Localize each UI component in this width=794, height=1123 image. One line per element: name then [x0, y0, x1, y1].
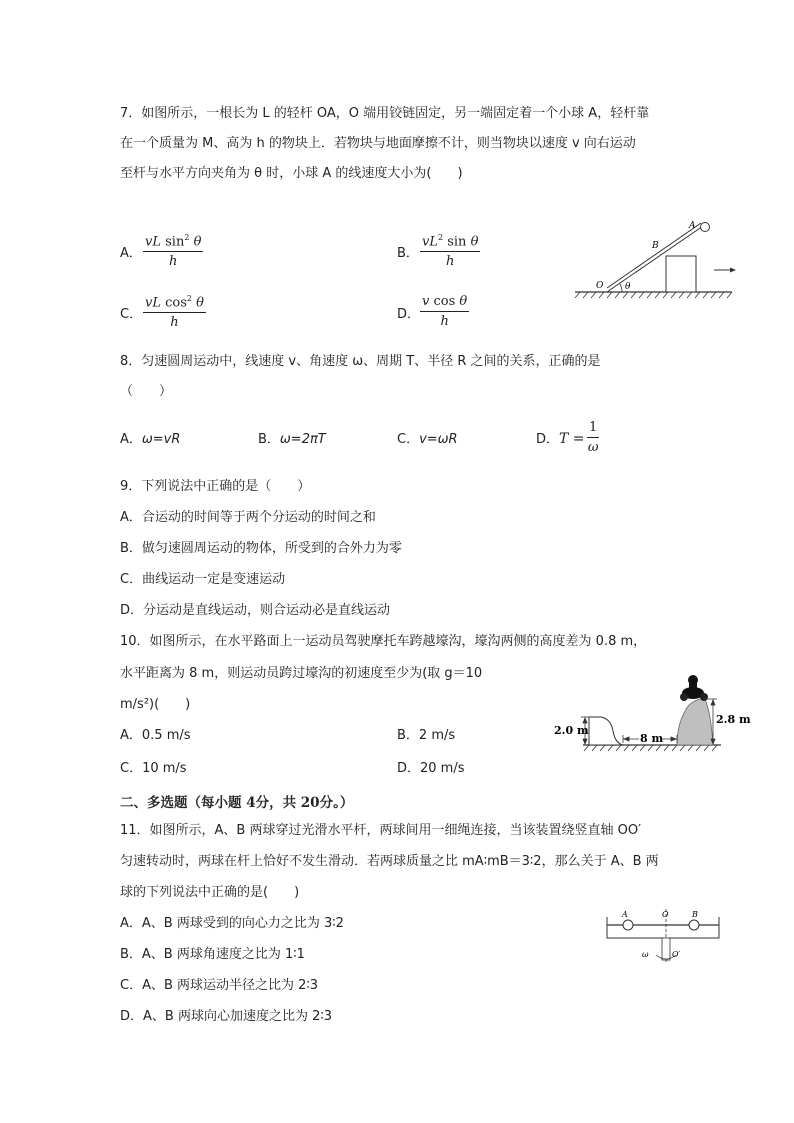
- block: [666, 256, 696, 292]
- label-a: A: [689, 221, 696, 231]
- right-mound: [677, 699, 713, 745]
- label-o: O: [596, 281, 604, 291]
- q10-option-d: D．20 m/s: [397, 761, 465, 776]
- q8-option-d-lhs: T =: [559, 431, 585, 447]
- right-height-label: 2.8 m: [716, 713, 751, 726]
- q8-option-d-label: D．: [536, 432, 560, 447]
- q11-line-1: 11．如图所示，A、B 两球穿过光滑水平杆，两球间用一细绳连接，当该装置绕竖直轴 OO′: [120, 823, 642, 838]
- q9-option-c: C．曲线运动一定是变速运动: [120, 572, 286, 587]
- label-b: B: [692, 910, 698, 919]
- ball-a: [701, 223, 710, 232]
- ground-hatching: [575, 292, 732, 298]
- q10-option-c: C．10 m/s: [120, 761, 187, 776]
- label-b: B: [652, 241, 659, 251]
- q11-option-b: B．A、B 两球角速度之比为 1∶1: [120, 947, 305, 962]
- q7-rod-block-figure: [572, 218, 737, 303]
- q10-motorcycle-ditch-figure: [553, 663, 751, 755]
- left-ramp: [589, 717, 623, 745]
- q7-option-d-label: D．: [397, 307, 421, 322]
- q7-option-c-fraction: $\frac{vL \cos^2 \theta}{h}$: [145, 294, 204, 331]
- q8-option-d-fraction: $\frac{1}{\omega}$: [587, 420, 599, 455]
- q8-option-a: A．ω=vR: [120, 432, 181, 447]
- q9-line: 9．下列说法中正确的是（ ）: [120, 479, 311, 494]
- section-2-title: 二、多选题（每小题 4分，共 20分。）: [120, 795, 354, 811]
- road-hatching: [583, 745, 721, 751]
- q9-option-d: D．分运动是直线运动，则合运动必是直线运动: [120, 603, 391, 618]
- q11-rotating-rod-figure: [604, 905, 724, 965]
- label-o: O: [662, 910, 669, 919]
- q10-line-2: 水平距离为 8 m，则运动员跨过壕沟的初速度至少为(取 g＝10: [120, 666, 483, 681]
- q7-line-2: 在一个质量为 M、高为 h 的物块上．若物块与地面摩擦不计，则当物块以速度 v 向右运动: [120, 136, 636, 151]
- ball-a: [623, 920, 633, 930]
- q11-option-d: D．A、B 两球向心加速度之比为 2∶3: [120, 1009, 333, 1024]
- label-omega: ω: [642, 950, 649, 959]
- label-theta: θ: [625, 282, 631, 292]
- q7-option-c-label: C．: [120, 307, 143, 322]
- q8-option-c: C．v=ωR: [397, 432, 458, 447]
- distance-label: 8 m: [640, 732, 664, 745]
- q10-option-a: A．0.5 m/s: [120, 728, 191, 743]
- q10-option-b: B．2 m/s: [397, 728, 456, 743]
- q7-option-b-label: B．: [397, 246, 419, 261]
- q11-line-2: 匀速转动时，两球在杆上恰好不发生滑动．若两球质量之比 mA∶mB＝3∶2，那么关于 A、B 两: [120, 854, 659, 869]
- q7-line-1: 7．如图所示，一根长为 L 的轻杆 OA，O 端用铰链固定，另一端固定着一个小球 A，轻杆靠: [120, 106, 650, 121]
- q7-option-a-fraction: $\frac{vL \sin^2 \theta}{h}$: [145, 233, 202, 270]
- label-a: A: [622, 910, 628, 919]
- left-height-label: 2.0 m: [554, 724, 589, 737]
- q7-option-a-label: A．: [120, 246, 142, 261]
- q8-line-1: 8．匀速圆周运动中，线速度 v、角速度 ω、周期 T、半径 R 之间的关系，正确的是: [120, 354, 601, 369]
- q8-option-b: B．ω=2πT: [258, 432, 326, 447]
- q7-option-d-fraction: $\frac{\text{v cos θ}}{h}$: [422, 294, 468, 329]
- q9-option-a: A．合运动的时间等于两个分运动的时间之和: [120, 510, 376, 525]
- q10-line-1: 10．如图所示，在水平路面上一运动员驾驶摩托车跨越壕沟，壕沟两侧的高度差为 0.8 m，: [120, 634, 647, 649]
- q11-option-c: C．A、B 两球运动半径之比为 2∶3: [120, 978, 319, 993]
- q7-line-3: 至杆与水平方向夹角为 θ 时，小球 A 的线速度大小为( ): [120, 166, 463, 181]
- q10-line-3: m/s²)( ): [120, 697, 191, 712]
- motorcycle-rider-icon: [680, 675, 708, 701]
- q8-line-2: （ ）: [120, 384, 173, 399]
- q11-line-3: 球的下列说法中正确的是( ): [120, 885, 300, 900]
- axle: [662, 938, 670, 960]
- velocity-arrow: [714, 268, 736, 273]
- q7-option-b-fraction: $\frac{vL^2 \sin \theta}{h}$: [422, 233, 479, 270]
- ball-b: [689, 920, 699, 930]
- q9-option-b: B．做匀速圆周运动的物体，所受到的合外力为零: [120, 541, 402, 556]
- angle-arc: [620, 284, 622, 292]
- label-o-prime: O′: [672, 950, 681, 959]
- q11-option-a: A．A、B 两球受到的向心力之比为 3∶2: [120, 916, 344, 931]
